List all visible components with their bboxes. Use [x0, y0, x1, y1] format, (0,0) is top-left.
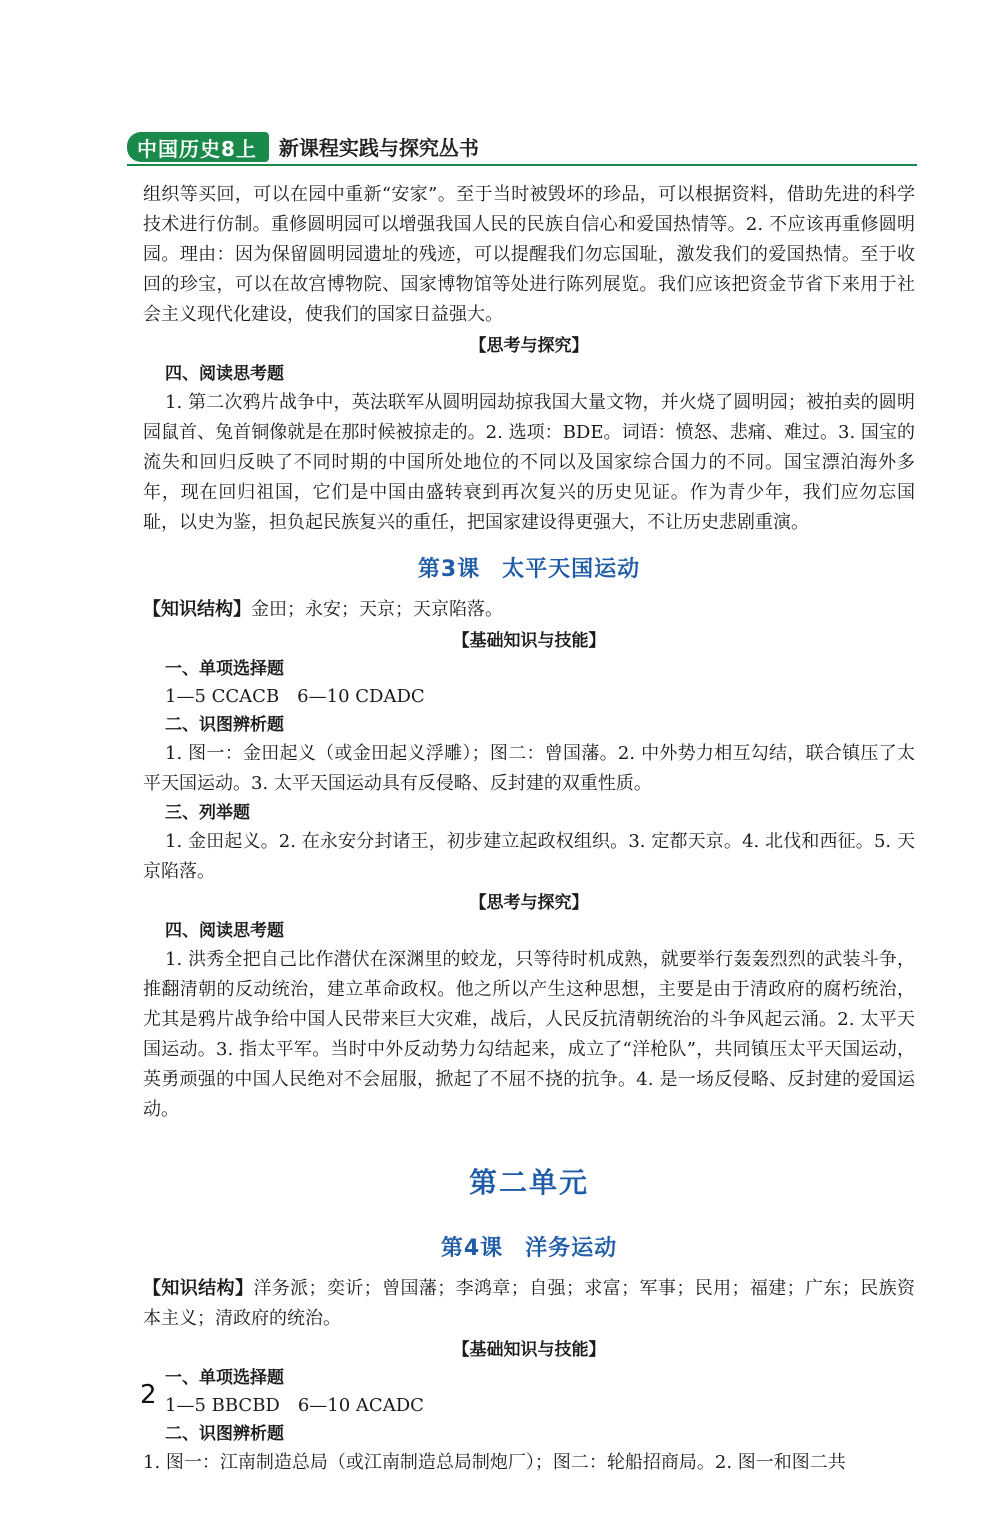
question-title: 一、单项选择题 — [165, 659, 284, 679]
choice-answers: 1—5 BBCBD 6—10 ACADC — [165, 1395, 424, 1416]
section-heading-think: 【思考与探究】 — [469, 893, 589, 913]
running-header — [127, 130, 479, 164]
question-title: 二、识图辨析题 — [165, 715, 284, 735]
question-title: 三、列举题 — [165, 803, 250, 823]
section-heading-basic: 【基础知识与技能】 — [452, 631, 606, 651]
continued-paragraph: 组织等买回，可以在园中重新“安家”。至于当时被毁坏的珍品，可以根据资料，借助先进的科学技术进行仿制。重修圆明园可以增强我国人民的民族自信心和爱国热情等。2. 不应该再重修圆明园。理由：因为保留圆明园遗址的残迹，可以提醒我们勿忘国耻，激发我们的爱国热情。至于收回的珍宝，可以在故宫博物院、国家博物馆等处进行陈列展览。我们应该把资金节省下来用于社会主义现代化建设，使我们的国家日益强大。 — [143, 184, 915, 325]
series-title: 新课程实践与探究丛书 — [278, 135, 479, 160]
knowledge-label: 【知识结构】 — [143, 599, 251, 620]
header-divider — [127, 164, 917, 166]
lesson-3-title — [143, 552, 915, 583]
choice-answers: 1—5 CCACB 6—10 CDADC — [165, 686, 425, 707]
question-answer: 1. 第二次鸦片战争中，英法联军从圆明园劫掠我国大量文物，并火烧了圆明园；被拍卖的圆明园鼠首、兔首铜像就是在那时候被掠走的。2. 选项：BDE。词语：愤怒、悲痛、难过。3. 国宝的流失和回归反映了不同时期的中国所处地位的不同以及国家综合国力的不同。国宝漂泊海外多年，现在回归祖国，它们是中国由盛转衰到再次复兴的历史见证。作为青少年，我们应勿忘国耻，以史为鉴，担负起民族复兴的重任，把国家建设得更强大，不让历史悲剧重演。 — [143, 392, 915, 533]
question-title: 四、阅读思考题 — [165, 364, 284, 384]
lesson-4-title — [143, 1231, 915, 1262]
question-title: 一、单项选择题 — [165, 1368, 284, 1388]
question-answer: 1. 洪秀全把自己比作潜伏在深渊里的蛟龙，只等待时机成熟，就要举行轰轰烈烈的武装斗争，推翻清朝的反动统治，建立革命政权。他之所以产生这种思想，主要是由于清政府的腐朽统治，尤其是鸦片战争给中国人民带来巨大灾难，战后，人民反抗清朝统治的斗争风起云涌。2. 太平天国运动。3. 指太平军。当时中外反动势力勾结起来，成立了“洋枪队”，共同镇压太平天国运动，英勇顽强的中国人民绝对不会屈服，掀起了不屈不挠的抗争。4. 是一场反侵略、反封建的爱国运动。 — [143, 949, 915, 1120]
knowledge-structure — [143, 1274, 915, 1334]
knowledge-text: 洋务派；奕䜣；曾国藩；李鸿章；自强；求富；军事；民用；福建；广东；民族资本主义；清政府的统治。 — [143, 1278, 915, 1329]
page-number: 2 — [140, 1380, 157, 1410]
question-title: 二、识图辨析题 — [165, 1424, 284, 1444]
section-heading-basic: 【基础知识与技能】 — [452, 1340, 606, 1360]
answer-content — [143, 180, 915, 1478]
question-answer: 1. 金田起义。2. 在永安分封诸王，初步建立起政权组织。3. 定都天京。4. 北伐和西征。5. 天京陷落。 — [143, 831, 915, 882]
section-heading-think: 【思考与探究】 — [469, 336, 589, 356]
lesson-number: 第3课 — [417, 557, 481, 582]
lesson-name: 太平天国运动 — [502, 557, 641, 582]
lesson-name: 洋务运动 — [525, 1236, 618, 1261]
knowledge-text: 金田；永安；天京；天京陷落。 — [251, 599, 503, 620]
question-answer: 1. 图一：金田起义（或金田起义浮雕）；图二：曾国藩。2. 中外势力相互勾结，联合镇压了太平天国运动。3. 太平天国运动具有反侵略、反封建的双重性质。 — [143, 743, 915, 794]
unit-title: 第二单元 — [468, 1166, 589, 1199]
question-title: 四、阅读思考题 — [165, 921, 284, 941]
book-title-badge: 中国历史8上 — [127, 132, 269, 162]
knowledge-structure — [143, 595, 915, 625]
lesson-number: 第4课 — [440, 1236, 504, 1261]
question-answer: 1. 图一：江南制造总局（或江南制造总局制炮厂）；图二：轮船招商局。2. 图一和图二共 — [143, 1452, 846, 1473]
knowledge-label: 【知识结构】 — [143, 1278, 254, 1299]
